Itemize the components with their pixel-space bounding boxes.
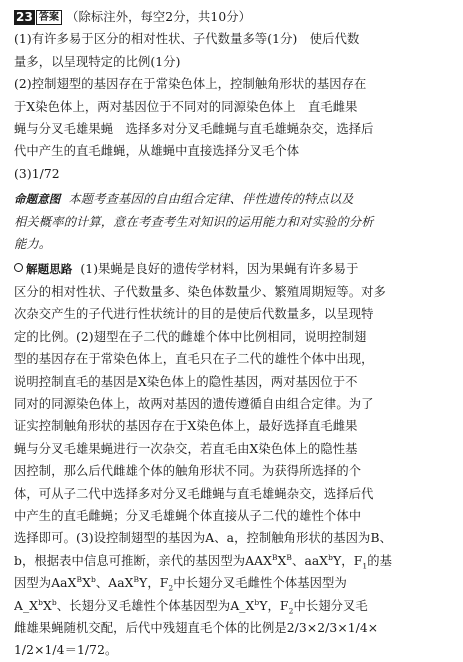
intent-line: 相关概率的计算，意在考查考生对知识的运用能力和对实验的分析 [14,214,374,229]
solution-line: 因控制，那么后代雌雄个体的触角形状不同。为获得所选择的个 [14,464,362,479]
solution-line: 体，可从子二代中选择多对分叉毛雌蝇与直毛雄蝇杂交，选择后代 [14,486,374,501]
solution-text: (1)果蝇是良好的遗传学材料，因为果蝇有许多易于 [80,262,359,277]
answer-part1-line: (1)有许多易于区分的相对性状、子代数量多等(1分) 使后代数 [14,32,360,47]
solution-line: 同对的同源染色体上，故两对基因的遗传遵循自由组合定律。为了 [14,396,374,411]
question-number: 23 [16,9,33,24]
answer-header [14,6,449,28]
answer-part2-line: (2)控制翅型的基因存在于常染色体上，控制触角形状的基因存在 [14,77,367,92]
solution-line: 1/2×1/4＝1/72。 [14,643,118,658]
solution-line: 中产生的直毛雌蝇；分叉毛雄蝇个体直接从子二代的雄性个体中 [14,508,362,523]
answer-part3-line: (3)1/72 [14,166,60,181]
solution-bullet-icon [14,263,23,272]
solution-line: 选择即可。(3)设控制翅型的基因为A、a，控制触角形状的基因为B、 [14,531,392,546]
intent-line [14,188,449,210]
answer-badge: 答案 [36,10,62,25]
answer-part2-line: 蝇与分叉毛雄果蝇 选择多对分叉毛雌蝇与直毛雄蝇杂交，选择后 [14,122,374,137]
solution-line: 证实控制触角形状的基因存在于X染色体上，最好选择直毛雌果 [14,419,358,434]
intent-label: 命题意图 [14,192,61,207]
answer-part2-line: 代中产生的直毛雌蝇，从雄蝇中直接选择分叉毛个体 [14,144,300,159]
intent-line: 能力。 [14,237,52,252]
answer-part1-line: 量多，以呈现特定的比例(1分) [14,54,181,69]
solution-line: 次杂交产生的子代进行性状统计的目的是使后代数量多，以呈现特 [14,307,374,322]
solution-line [14,258,449,280]
solution-line-genotypes-2: 因型为$AaX^BX^b$、AaX$^B$Y，$F_2$中长翅分叉毛雌性个体基因型为 [14,575,347,593]
solution-line-genotypes-3: $A\_X^bX^b$、长翅分叉毛雄性个体基因型为$A\_X^bY$，$F_2$中长翅分叉毛 [14,597,368,616]
answer-part2-line: 于X染色体上，两对基因位于不同对的同源染色体上 直毛雌果 [14,99,358,114]
solution-line: 定的比例。(2)翅型在子二代的雌雄个体中比例相同，说明控制翅 [14,329,367,344]
solution-line: 区分的相对性状、子代数量多、染色体数量少、繁殖周期短等。对多 [14,284,386,299]
solution-line: 蝇与分叉毛雄果蝇进行一次杂交，若直毛由X染色体上的隐性基 [14,441,358,456]
scoring-note: （除标注外，每空2分，共10分） [66,10,252,24]
solution-line: 说明控制直毛的基因是X染色体上的隐性基因，两对基因位于不 [14,374,358,389]
intent-text: 本题考查基因的自由组合定律、伴性遗传的特点以及 [68,192,354,207]
solution-line: 雌雄果蝇随机交配，后代中残翅直毛个体的比例是2/3×2/3×1/4× [14,620,379,635]
solution-line-genotypes-1: b，根据表中信息可推断，亲代的基因型为$AAX^BX^B$、aaX$^b$Y，$F_1$的基 [14,552,392,571]
solution-label: 解题思路 [26,262,73,277]
solution-line: 型的基因存在于常染色体上，直毛只在子二代的雄性个体中出现， [14,352,374,367]
